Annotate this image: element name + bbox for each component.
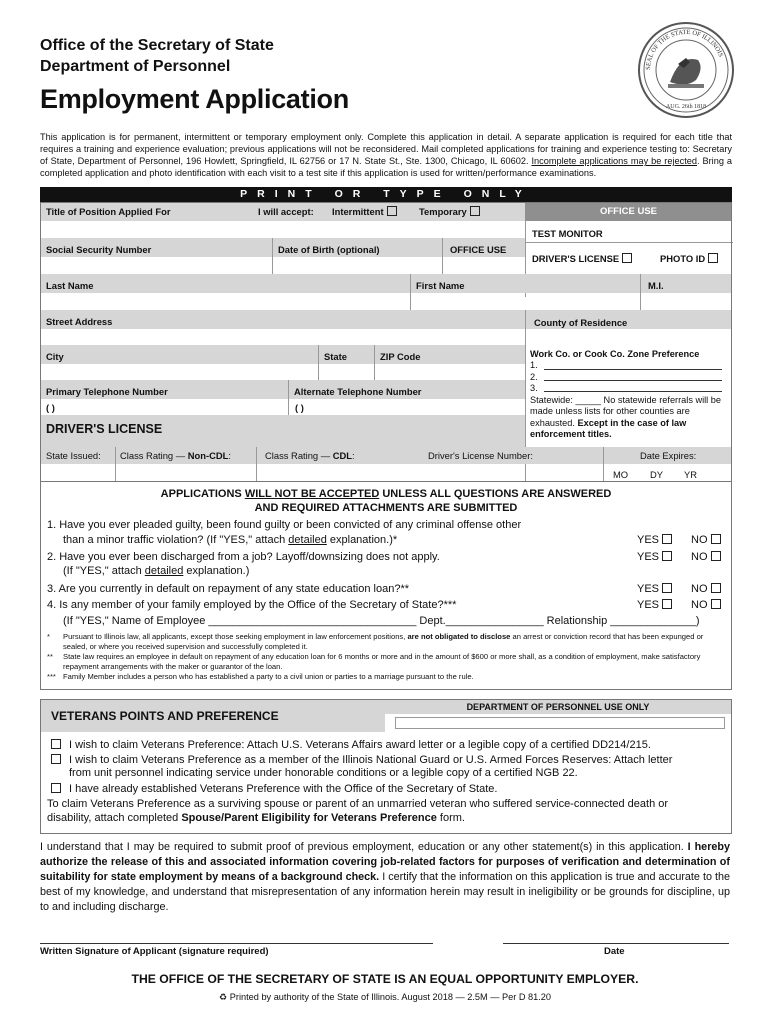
zone-title: Work Co. or Cook Co. Zone Preference	[530, 349, 700, 359]
q2-no[interactable]: NO	[691, 550, 721, 564]
drivers-license-title: DRIVER'S LICENSE	[46, 422, 163, 436]
q1-no[interactable]: NO	[691, 533, 721, 547]
office-title: Office of the Secretary of State	[40, 37, 274, 54]
q2-yes[interactable]: YES	[637, 550, 672, 564]
last-name-label: Last Name	[46, 280, 94, 291]
office-use-small-label: OFFICE USE	[450, 244, 507, 255]
question-2-cont: (If "YES," attach detailed explanation.)	[63, 565, 250, 577]
mo-label: MO	[613, 469, 629, 480]
q4-yes[interactable]: YES	[637, 598, 672, 612]
state-seal-logo	[638, 22, 734, 118]
class-noncdl-label: Class Rating — Non-CDL:	[120, 450, 231, 461]
date-expires-label: Date Expires:	[640, 450, 697, 461]
q3-yes[interactable]: YES	[637, 582, 672, 596]
page-title: Employment Application	[40, 84, 349, 114]
q4-no[interactable]: NO	[691, 598, 721, 612]
question-4: 4. Is any member of your family employed by the Office of the Secretary of State?***	[47, 599, 457, 611]
yr-label: YR	[684, 469, 698, 480]
primary-phone-input[interactable]: ( )	[46, 402, 55, 413]
certification-paragraph: I understand that I may be required to submit proof of previous employment, education or any other statement(s) in this application. I hereby authorize the release of this and associated information covering job-related factors for purposes of verification and determination of suitability for state employment by means of a background check. I certify that the information on this application is true and accurate to the best of my knowledge, and understand that misrepresentation of any information herein may result in ineligibility or be grounds for discipline, up to and including discharge.	[40, 841, 730, 914]
intro-underlined: Incomplete applications may be rejected	[531, 156, 697, 167]
veterans-option-2-cont: from unit personnel indicating service under honorable conditions or a legible copy of a certified NGB 22.	[69, 767, 578, 779]
intro-text-end: . Bring a completed application and photo identification with each visit to a test site if this application is used for written/performance examinations.	[40, 156, 732, 179]
alt-phone-label: Alternate Telephone Number	[294, 386, 422, 397]
question-2: 2. Have you ever been discharged from a job? Layoff/downsizing does not apply.	[47, 551, 440, 563]
license-number-label: Driver's License Number:	[428, 450, 533, 461]
signature-label: Written Signature of Applicant (signature required)	[40, 946, 269, 957]
dept-use-header: DEPARTMENT OF PERSONNEL USE ONLY	[385, 700, 731, 714]
state-issued-label: State Issued:	[46, 450, 101, 461]
questions-heading: APPLICATIONS WILL NOT BE ACCEPTED UNLESS ALL QUESTIONS ARE ANSWERED AND REQUIRED ATTACHMENTS ARE SUBMITTED	[160, 488, 612, 514]
will-accept-label: I will accept:	[258, 206, 314, 217]
date-label: Date	[604, 946, 625, 957]
applicant-info-grid	[40, 202, 732, 482]
mi-label: M.I.	[648, 280, 664, 291]
state-label: State	[324, 351, 347, 362]
county-label: County of Residence	[534, 317, 628, 328]
photo-id-check[interactable]: PHOTO ID	[654, 250, 724, 267]
veterans-title-box	[41, 700, 385, 732]
zone-line-1[interactable]: 1.	[530, 360, 728, 371]
equal-opportunity-statement: THE OFFICE OF THE SECRETARY OF STATE IS AN EQUAL OPPORTUNITY EMPLOYER.	[131, 972, 639, 986]
footnotes	[47, 632, 723, 682]
test-monitor-label: TEST MONITOR	[532, 228, 603, 239]
zone-line-3[interactable]: 3.	[530, 383, 728, 394]
seal-emblem-icon	[640, 24, 732, 116]
dob-label: Date of Birth (optional)	[278, 244, 380, 255]
primary-phone-label: Primary Telephone Number	[46, 386, 168, 397]
spouse-note-cont: disability, attach completed Spouse/Parent Eligibility for Veterans Preference form.	[47, 812, 465, 824]
q1-yes[interactable]: YES	[637, 533, 672, 547]
question-3: 3. Are you currently in default on repayment of any state education loan?**	[47, 583, 410, 595]
statewide-note: Statewide: _____ No statewide referrals will be made unless lists for other counties are exhausted. Except in the case of law enforcement titles.	[530, 395, 721, 440]
question-1: 1. Have you ever pleaded guilty, been found guilty or been convicted of any criminal offense other	[47, 519, 522, 531]
dy-label: DY	[650, 469, 664, 480]
department-title: Department of Personnel	[40, 58, 231, 75]
city-label: City	[46, 351, 64, 362]
zip-label: ZIP Code	[380, 351, 421, 362]
office-use-header: OFFICE USE	[525, 202, 732, 221]
zone-line-2[interactable]: 2.	[530, 372, 728, 383]
print-or-type-banner: PRINT OR TYPE ONLY	[40, 187, 732, 202]
veterans-option-3[interactable]: I have already established Veterans Preference with the Office of the Secretary of State.	[51, 782, 497, 796]
questions-section	[40, 482, 732, 690]
temporary-option[interactable]: Temporary	[413, 203, 486, 220]
class-cdl-label: Class Rating — CDL:	[265, 450, 355, 461]
street-label: Street Address	[46, 316, 113, 327]
drivers-license-check[interactable]: DRIVER'S LICENSE	[526, 250, 638, 267]
alt-phone-input[interactable]: ( )	[295, 402, 304, 413]
position-label: Title of Position Applied For	[46, 206, 171, 217]
veterans-section	[40, 699, 732, 834]
svg-text:SEAL OF THE STATE OF ILLINOIS: SEAL OF THE STATE OF ILLINOIS	[644, 28, 725, 71]
signature-line[interactable]	[40, 943, 433, 944]
question-4-family-detail[interactable]: (If "YES," Name of Employee __________________________________ Dept.________________ Relationship ______________)	[63, 615, 700, 627]
ssn-label: Social Security Number	[46, 244, 152, 255]
dept-use-box	[395, 717, 725, 729]
recycle-icon: ♻	[218, 992, 228, 1002]
grid-border	[40, 202, 732, 482]
veterans-option-2[interactable]: I wish to claim Veterans Preference as a member of the Illinois National Guard or U.S. Armed Forces Reserves: Attach letter	[51, 753, 672, 767]
footnote-2: ** State law requires an employee in default on repayment of any education loan for 6 months or more and in the amount of $600 or more shall, as a condition of employment, make satisfactory repayment arrangements with the maker or guarantor of the loan.	[47, 652, 701, 671]
footnote-1: * Pursuant to Illinois law, all applicants, except those seeking employment in law enforcement positions, are not obligated to disclose an arrest or conviction record that has been expunged or sealed, or where you received supervision and successfully completed it.	[47, 632, 704, 651]
footnote-3: *** Family Member includes a person who has established a party to a civil union or parties to a marriage pursuant to the rule.	[47, 672, 474, 681]
intro-paragraph	[40, 131, 732, 179]
question-1-cont: than a minor traffic violation? (If "YES," attach detailed explanation.)*	[63, 534, 398, 546]
svg-text:AUG. 26th 1818: AUG. 26th 1818	[665, 104, 707, 110]
first-name-label: First Name	[416, 280, 465, 291]
intermittent-option[interactable]: Intermittent	[326, 203, 403, 220]
veterans-title: VETERANS POINTS AND PREFERENCE	[51, 709, 279, 723]
spouse-note: To claim Veterans Preference as a surviving spouse or parent of an unmarried veteran who suffered service-connected death or	[47, 798, 669, 810]
intro-text: This application is for permanent, intermittent or temporary employment only. Complete this application in detail. A separate application is required for each title that requires a training and experience evaluation; previous applications will not be reconsidered. Mail completed applications for training and experience testing to: Secretary of State, Department of Personnel, 196 Howlett, Springfield, IL 62756 or 17 N. State St., Ste. 1300, Chicago, IL 60602.	[40, 132, 732, 167]
date-line[interactable]	[503, 943, 729, 944]
printed-by-line: ♻ Printed by authority of the State of Illinois. August 2018 — 2.5M — Per D 81.20	[218, 992, 552, 1002]
veterans-option-1[interactable]: I wish to claim Veterans Preference: Attach U.S. Veterans Affairs award letter or a legible copy of a certified DD214/215.	[51, 738, 651, 752]
q3-no[interactable]: NO	[691, 582, 721, 596]
